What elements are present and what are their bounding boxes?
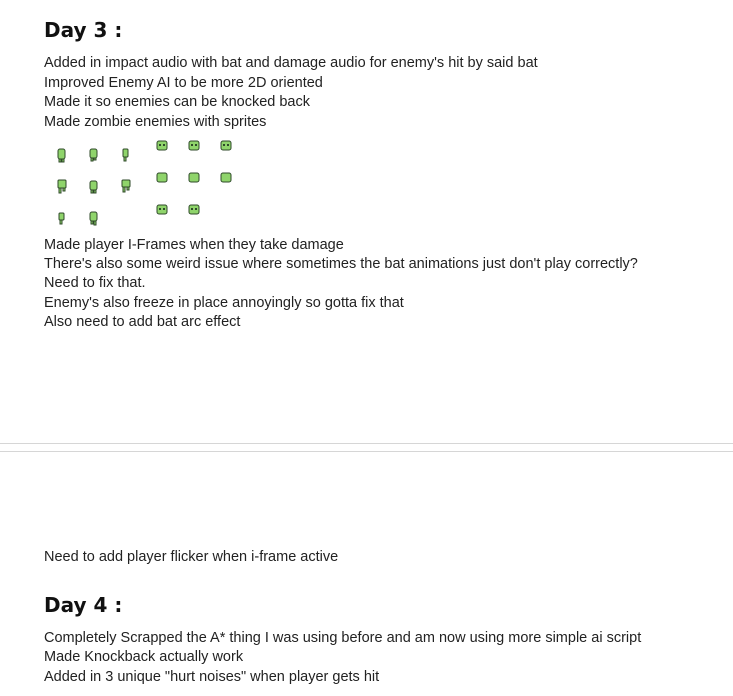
zombie-sprite-icon	[90, 212, 97, 225]
day3-line-4: Made zombie enemies with sprites	[44, 114, 267, 130]
zombie-sprite-icon	[58, 149, 65, 162]
zombie-sprite-icon	[90, 181, 97, 193]
zombie-sprite-sheet-icon	[52, 138, 242, 230]
day3-line-9: Also need to add bat arc effect	[44, 314, 241, 330]
day3-line-2: Improved Enemy AI to be more 2D oriented	[44, 75, 323, 91]
iframe-note: Need to add player flicker when i-frame active	[44, 549, 339, 565]
zombie-head-sprite-icon	[189, 141, 199, 150]
zombie-head-sprite-icon	[221, 173, 231, 182]
zombie-sprite-icon	[123, 149, 128, 161]
zombie-head-sprite-icon	[189, 205, 199, 214]
zombie-head-sprite-icon	[157, 205, 167, 214]
zombie-head-sprite-icon	[157, 173, 167, 182]
day3-line-1: Added in impact audio with bat and damage audio for enemy's hit by said bat	[44, 55, 538, 71]
day4-line-2: Made Knockback actually work	[44, 649, 244, 665]
day3-line-5: Made player I-Frames when they take damage	[44, 237, 344, 253]
day3-heading: Day 3 :	[44, 18, 123, 42]
zombie-sprite-icon	[58, 180, 66, 193]
zombie-head-sprite-icon	[189, 173, 199, 182]
day4-line-3: Added in 3 unique "hurt noises" when player gets hit	[44, 669, 380, 685]
zombie-head-sprite-icon	[221, 141, 231, 150]
day3-line-3: Made it so enemies can be knocked back	[44, 94, 310, 110]
page-break-top	[0, 443, 733, 444]
zombie-sprite-icon	[90, 149, 97, 161]
day3-line-7: Need to fix that.	[44, 275, 146, 291]
day4-heading: Day 4 :	[44, 593, 123, 617]
zombie-sprite-icon	[59, 213, 64, 224]
day3-line-8: Enemy's also freeze in place annoyingly so gotta fix that	[44, 295, 404, 311]
page-break-bottom	[0, 451, 733, 452]
day3-line-6: There's also some weird issue where sometimes the bat animations just don't play correctly?	[44, 256, 638, 272]
day4-line-1: Completely Scrapped the A* thing I was using before and am now using more simple ai script	[44, 630, 642, 646]
zombie-head-sprite-icon	[157, 141, 167, 150]
zombie-sprite-icon	[122, 180, 130, 192]
